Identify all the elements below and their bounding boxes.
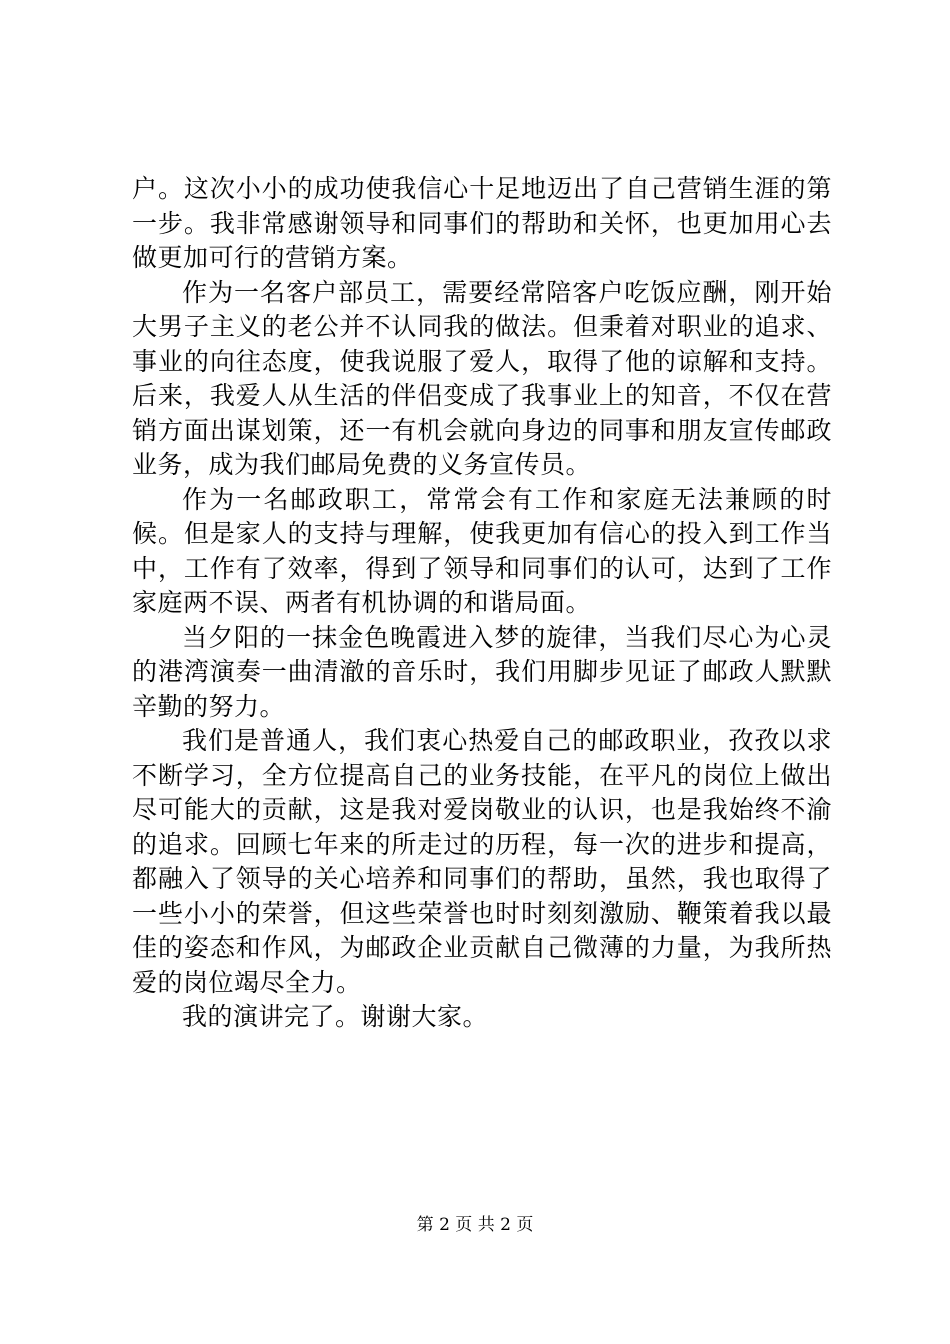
paragraph-closing: 我的演讲完了。谢谢大家。	[182, 1002, 489, 1031]
paragraph-family-support: 作为一名邮政职工，常常会有工作和家庭无法兼顾的时候。但是家人的支持与理解，使我更加有信心的投入到工作当中，工作有了效率，得到了领导和同事们的认可，达到了工作家庭两不误、两者有机协调的和谐局面。	[132, 484, 832, 617]
paragraph-sunset: 当夕阳的一抹金色晚霞进入梦的旋律，当我们尽心为心灵的港湾演奏一曲清澈的音乐时，我们用脚步见证了邮政人默默辛勤的努力。	[132, 622, 832, 721]
paragraph-customer-department: 作为一名客户部员工，需要经常陪客户吃饭应酬，刚开始大男子主义的老公并不认同我的做法。但秉着对职业的追求、事业的向往态度，使我说服了爱人，取得了他的谅解和支持。后来，我爱人从生活的伴侣变成了我事业上的知音，不仅在营销方面出谋划策，还一有机会就向身边的同事和朋友宣传邮政业务，成为我们邮局免费的义务宣传员。	[132, 277, 832, 479]
paragraph-continued: 户。这次小小的成功使我信心十足地迈出了自己营销生涯的第一步。我非常感谢领导和同事们的帮助和关怀，也更加用心去做更加可行的营销方案。	[132, 174, 832, 272]
paragraph-ordinary-people: 我们是普通人，我们衷心热爱自己的邮政职业，孜孜以求不断学习，全方位提高自己的业务技能，在平凡的岗位上做出尽可能大的贡献，这是我对爱岗敬业的认识，也是我始终不渝的追求。回顾七年来的所走过的历程，每一次的进步和提高，都融入了领导的关心培养和同事们的帮助，虽然，我也取得了一些小小的荣誉，但这些荣誉也时时刻刻激励、鞭策着我以最佳的姿态和作风，为邮政企业贡献自己微薄的力量，为我所热爱的岗位竭尽全力。	[132, 726, 832, 997]
page-number-footer: 第 2 页 共 2 页	[416, 1215, 534, 1235]
document-body	[132, 172, 832, 1035]
